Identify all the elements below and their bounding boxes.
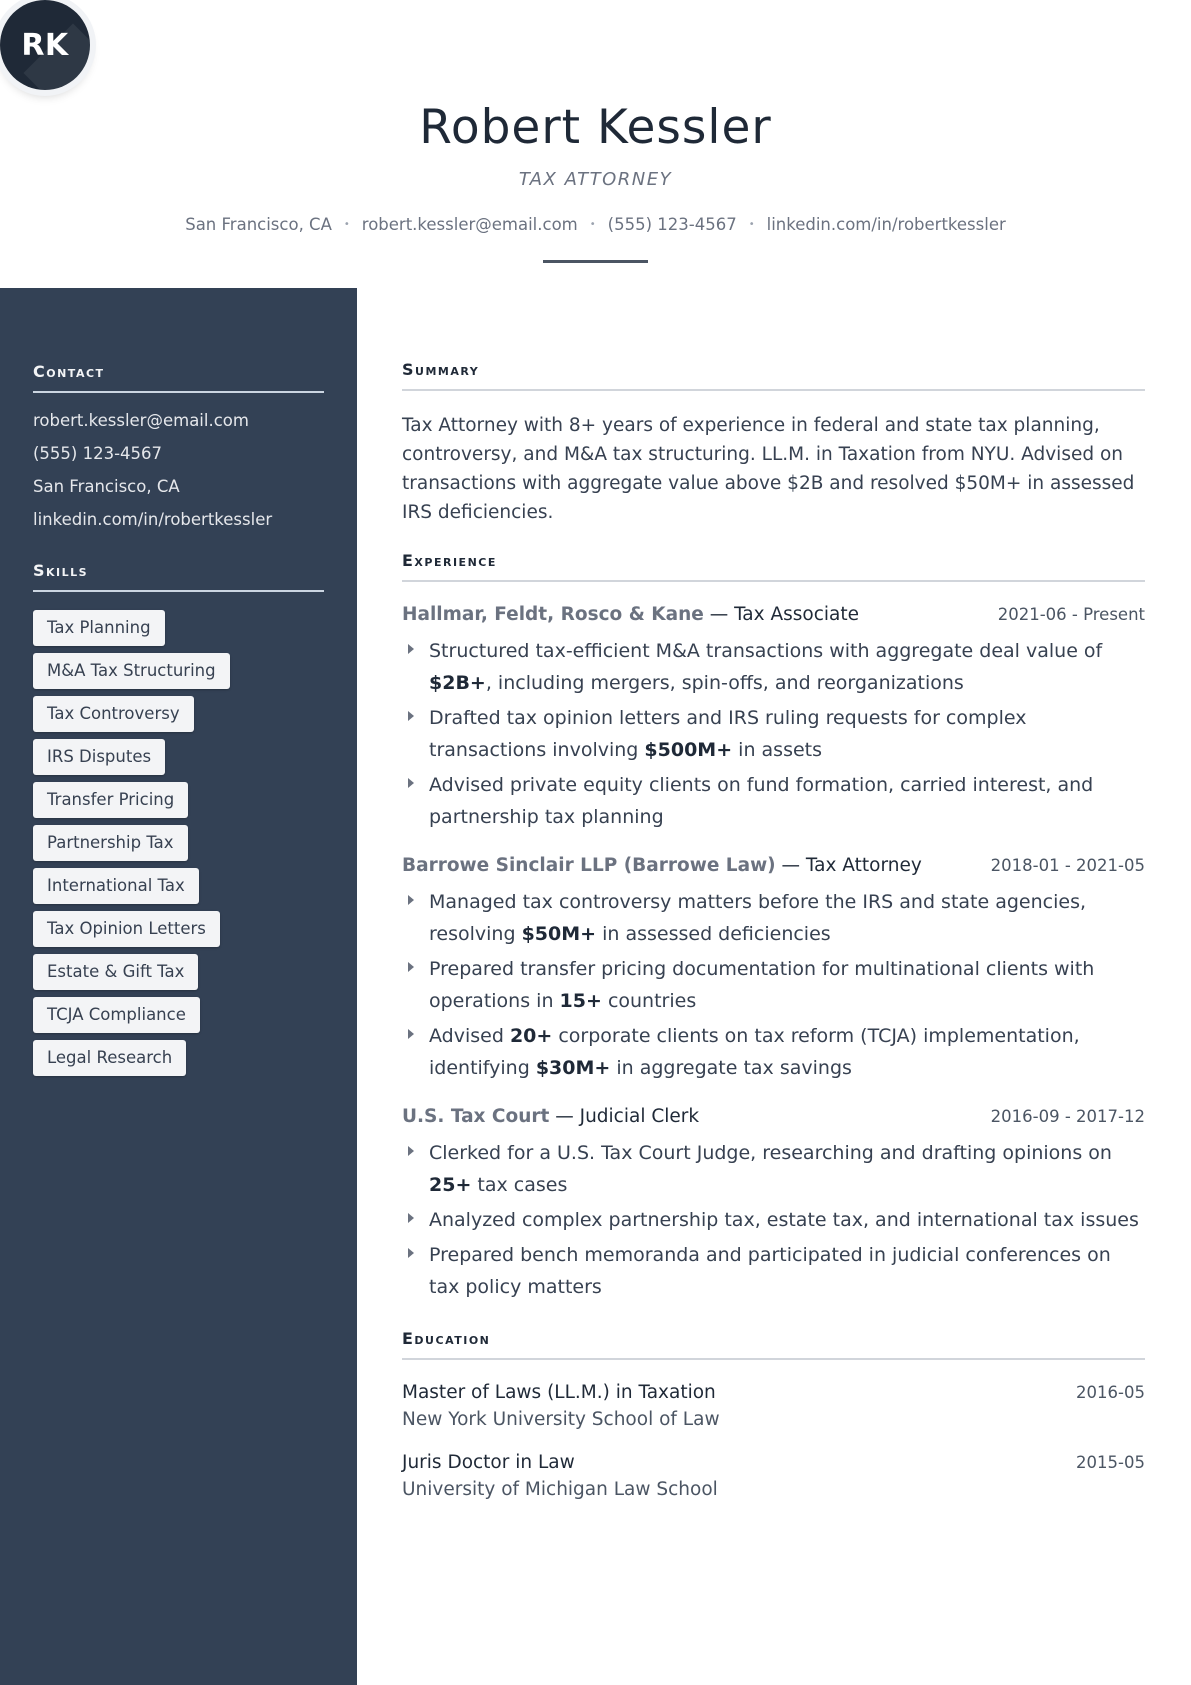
bullet-arrow-icon bbox=[408, 962, 414, 972]
bullet-text: Managed tax controversy matters before the IRS and state agencies, resolving bbox=[429, 891, 1087, 945]
skill-tags bbox=[33, 610, 324, 1083]
candidate-title: TAX ATTORNEY bbox=[518, 169, 673, 190]
sidebar bbox=[0, 288, 357, 1685]
bullet-text: Clerked for a U.S. Tax Court Judge, researching and drafting opinions on bbox=[429, 1142, 1112, 1164]
job-bullet bbox=[402, 1137, 1145, 1201]
bullet-highlight: 20+ bbox=[509, 1025, 553, 1047]
bullet-highlight: $500M+ bbox=[644, 739, 733, 761]
skill-tag: Transfer Pricing bbox=[33, 782, 188, 818]
job-header bbox=[402, 855, 1145, 876]
job-bullet bbox=[402, 1204, 1145, 1236]
skills-heading: Skills bbox=[33, 561, 324, 592]
bullet-arrow-icon bbox=[408, 1248, 414, 1258]
bullet-arrow-icon bbox=[408, 778, 414, 788]
job-bullets bbox=[402, 1137, 1145, 1303]
separator-dot: • bbox=[589, 219, 596, 230]
bullet-arrow-icon bbox=[408, 711, 414, 721]
bullet-text: Analyzed complex partnership tax, estate tax, and international tax issues bbox=[429, 1209, 1139, 1231]
bullet-highlight: 25+ bbox=[429, 1174, 472, 1196]
education-school: University of Michigan Law School bbox=[402, 1479, 718, 1500]
header-linkedin: linkedin.com/in/robertkessler bbox=[766, 215, 1006, 234]
skill-tag: M&A Tax Structuring bbox=[33, 653, 230, 689]
education-entry bbox=[402, 1452, 1145, 1500]
skill-tag: Tax Planning bbox=[33, 610, 165, 646]
job-bullets bbox=[402, 886, 1145, 1084]
header-location: San Francisco, CA bbox=[185, 215, 332, 234]
job-bullet bbox=[402, 769, 1145, 833]
job-bullets bbox=[402, 635, 1145, 833]
education-school: New York University School of Law bbox=[402, 1409, 720, 1430]
job-entry bbox=[402, 604, 1145, 833]
bullet-text: corporate clients on tax reform (TCJA) implementation, identifying bbox=[429, 1025, 1080, 1079]
avatar bbox=[0, 0, 90, 90]
job-company: U.S. Tax Court bbox=[402, 1106, 550, 1127]
job-role: — Tax Attorney bbox=[775, 855, 922, 876]
job-dates: 2016-09 - 2017-12 bbox=[990, 1107, 1145, 1126]
skill-tag: IRS Disputes bbox=[33, 739, 165, 775]
job-bullet bbox=[402, 702, 1145, 766]
header-contact-line bbox=[0, 215, 1191, 234]
contact-phone: (555) 123-4567 bbox=[33, 444, 163, 463]
experience-section bbox=[402, 551, 1145, 1303]
bullet-text: Advised bbox=[429, 1025, 510, 1047]
job-header bbox=[402, 604, 1145, 625]
job-entry bbox=[402, 855, 1145, 1084]
skill-tag: International Tax bbox=[33, 868, 199, 904]
candidate-name: Robert Kessler bbox=[419, 100, 772, 155]
bullet-text: countries bbox=[601, 990, 697, 1012]
skill-tag: TCJA Compliance bbox=[33, 997, 200, 1033]
header-phone: (555) 123-4567 bbox=[607, 215, 737, 234]
contact-linkedin: linkedin.com/in/robertkessler bbox=[33, 510, 273, 529]
bullet-highlight: $30M+ bbox=[535, 1057, 611, 1079]
job-dates: 2018-01 - 2021-05 bbox=[990, 856, 1145, 875]
bullet-text: in assets bbox=[732, 739, 823, 761]
bullet-text: Prepared bench memoranda and participated in judicial conferences on tax policy matters bbox=[429, 1244, 1111, 1298]
job-company: Hallmar, Feldt, Rosco & Kane bbox=[402, 604, 704, 625]
job-bullet bbox=[402, 1020, 1145, 1084]
education-header bbox=[402, 1382, 1145, 1403]
summary-section bbox=[402, 360, 1145, 527]
job-bullet bbox=[402, 1239, 1145, 1303]
skill-tag: Tax Controversy bbox=[33, 696, 194, 732]
job-company: Barrowe Sinclair LLP (Barrowe Law) bbox=[402, 855, 776, 876]
resume-header bbox=[0, 0, 1191, 288]
job-dates: 2021-06 - Present bbox=[997, 605, 1145, 624]
contact-email: robert.kessler@email.com bbox=[33, 411, 249, 430]
education-section bbox=[402, 1329, 1145, 1500]
sidebar-contact-section bbox=[33, 362, 324, 531]
main-content bbox=[402, 288, 1145, 1500]
job-role: — Judicial Clerk bbox=[549, 1106, 700, 1127]
education-entry bbox=[402, 1382, 1145, 1430]
contact-location: San Francisco, CA bbox=[33, 477, 180, 496]
bullet-text: Structured tax-efficient M&A transactions with aggregate deal value of bbox=[429, 640, 1103, 662]
bullet-text: in aggregate tax savings bbox=[610, 1057, 852, 1079]
separator-dot: • bbox=[748, 219, 755, 230]
bullet-text: in assessed deficiencies bbox=[596, 923, 831, 945]
header-divider bbox=[543, 260, 648, 263]
bullet-text: Drafted tax opinion letters and IRS ruling requests for complex transactions involving bbox=[429, 707, 1027, 761]
education-degree: Juris Doctor in Law bbox=[402, 1452, 575, 1473]
avatar-initials: RK bbox=[21, 27, 69, 63]
skill-tag: Estate & Gift Tax bbox=[33, 954, 198, 990]
header-email: robert.kessler@email.com bbox=[361, 215, 578, 234]
experience-heading: Experience bbox=[402, 551, 1145, 582]
bullet-arrow-icon bbox=[408, 1029, 414, 1039]
bullet-arrow-icon bbox=[408, 1146, 414, 1156]
contact-list bbox=[33, 411, 324, 531]
education-header bbox=[402, 1452, 1145, 1473]
bullet-highlight: $2B+ bbox=[429, 672, 486, 694]
bullet-highlight: $50M+ bbox=[521, 923, 597, 945]
skill-tag: Tax Opinion Letters bbox=[33, 911, 220, 947]
separator-dot: • bbox=[343, 219, 350, 230]
job-role: — Tax Associate bbox=[703, 604, 860, 625]
bullet-arrow-icon bbox=[408, 644, 414, 654]
skill-tag: Partnership Tax bbox=[33, 825, 188, 861]
summary-text: Tax Attorney with 8+ years of experience in federal and state tax planning, controversy, and M&A tax structuring. LL.M. in Taxation from NYU. Advised on transactions with aggregate value above $2B and resolved $50M+ in assessed IRS deficiencies. bbox=[402, 415, 1135, 523]
education-heading: Education bbox=[402, 1329, 1145, 1360]
sidebar-skills-section bbox=[33, 561, 324, 1083]
bullet-text: Prepared transfer pricing documentation for multinational clients with operations in bbox=[429, 958, 1095, 1012]
bullet-text: tax cases bbox=[471, 1174, 568, 1196]
job-header bbox=[402, 1106, 1145, 1127]
job-entry bbox=[402, 1106, 1145, 1303]
skill-tag: Legal Research bbox=[33, 1040, 186, 1076]
summary-heading: Summary bbox=[402, 360, 1145, 391]
job-bullet bbox=[402, 886, 1145, 950]
bullet-arrow-icon bbox=[408, 895, 414, 905]
bullet-text: Advised private equity clients on fund formation, carried interest, and partnership tax planning bbox=[429, 774, 1094, 828]
education-degree: Master of Laws (LL.M.) in Taxation bbox=[402, 1382, 716, 1403]
bullet-text: , including mergers, spin-offs, and reorganizations bbox=[485, 672, 964, 694]
education-date: 2015-05 bbox=[1076, 1453, 1145, 1472]
contact-heading: Contact bbox=[33, 362, 324, 393]
bullet-highlight: 15+ bbox=[559, 990, 602, 1012]
education-date: 2016-05 bbox=[1076, 1383, 1145, 1402]
job-bullet bbox=[402, 635, 1145, 699]
job-bullet bbox=[402, 953, 1145, 1017]
bullet-arrow-icon bbox=[408, 1213, 414, 1223]
